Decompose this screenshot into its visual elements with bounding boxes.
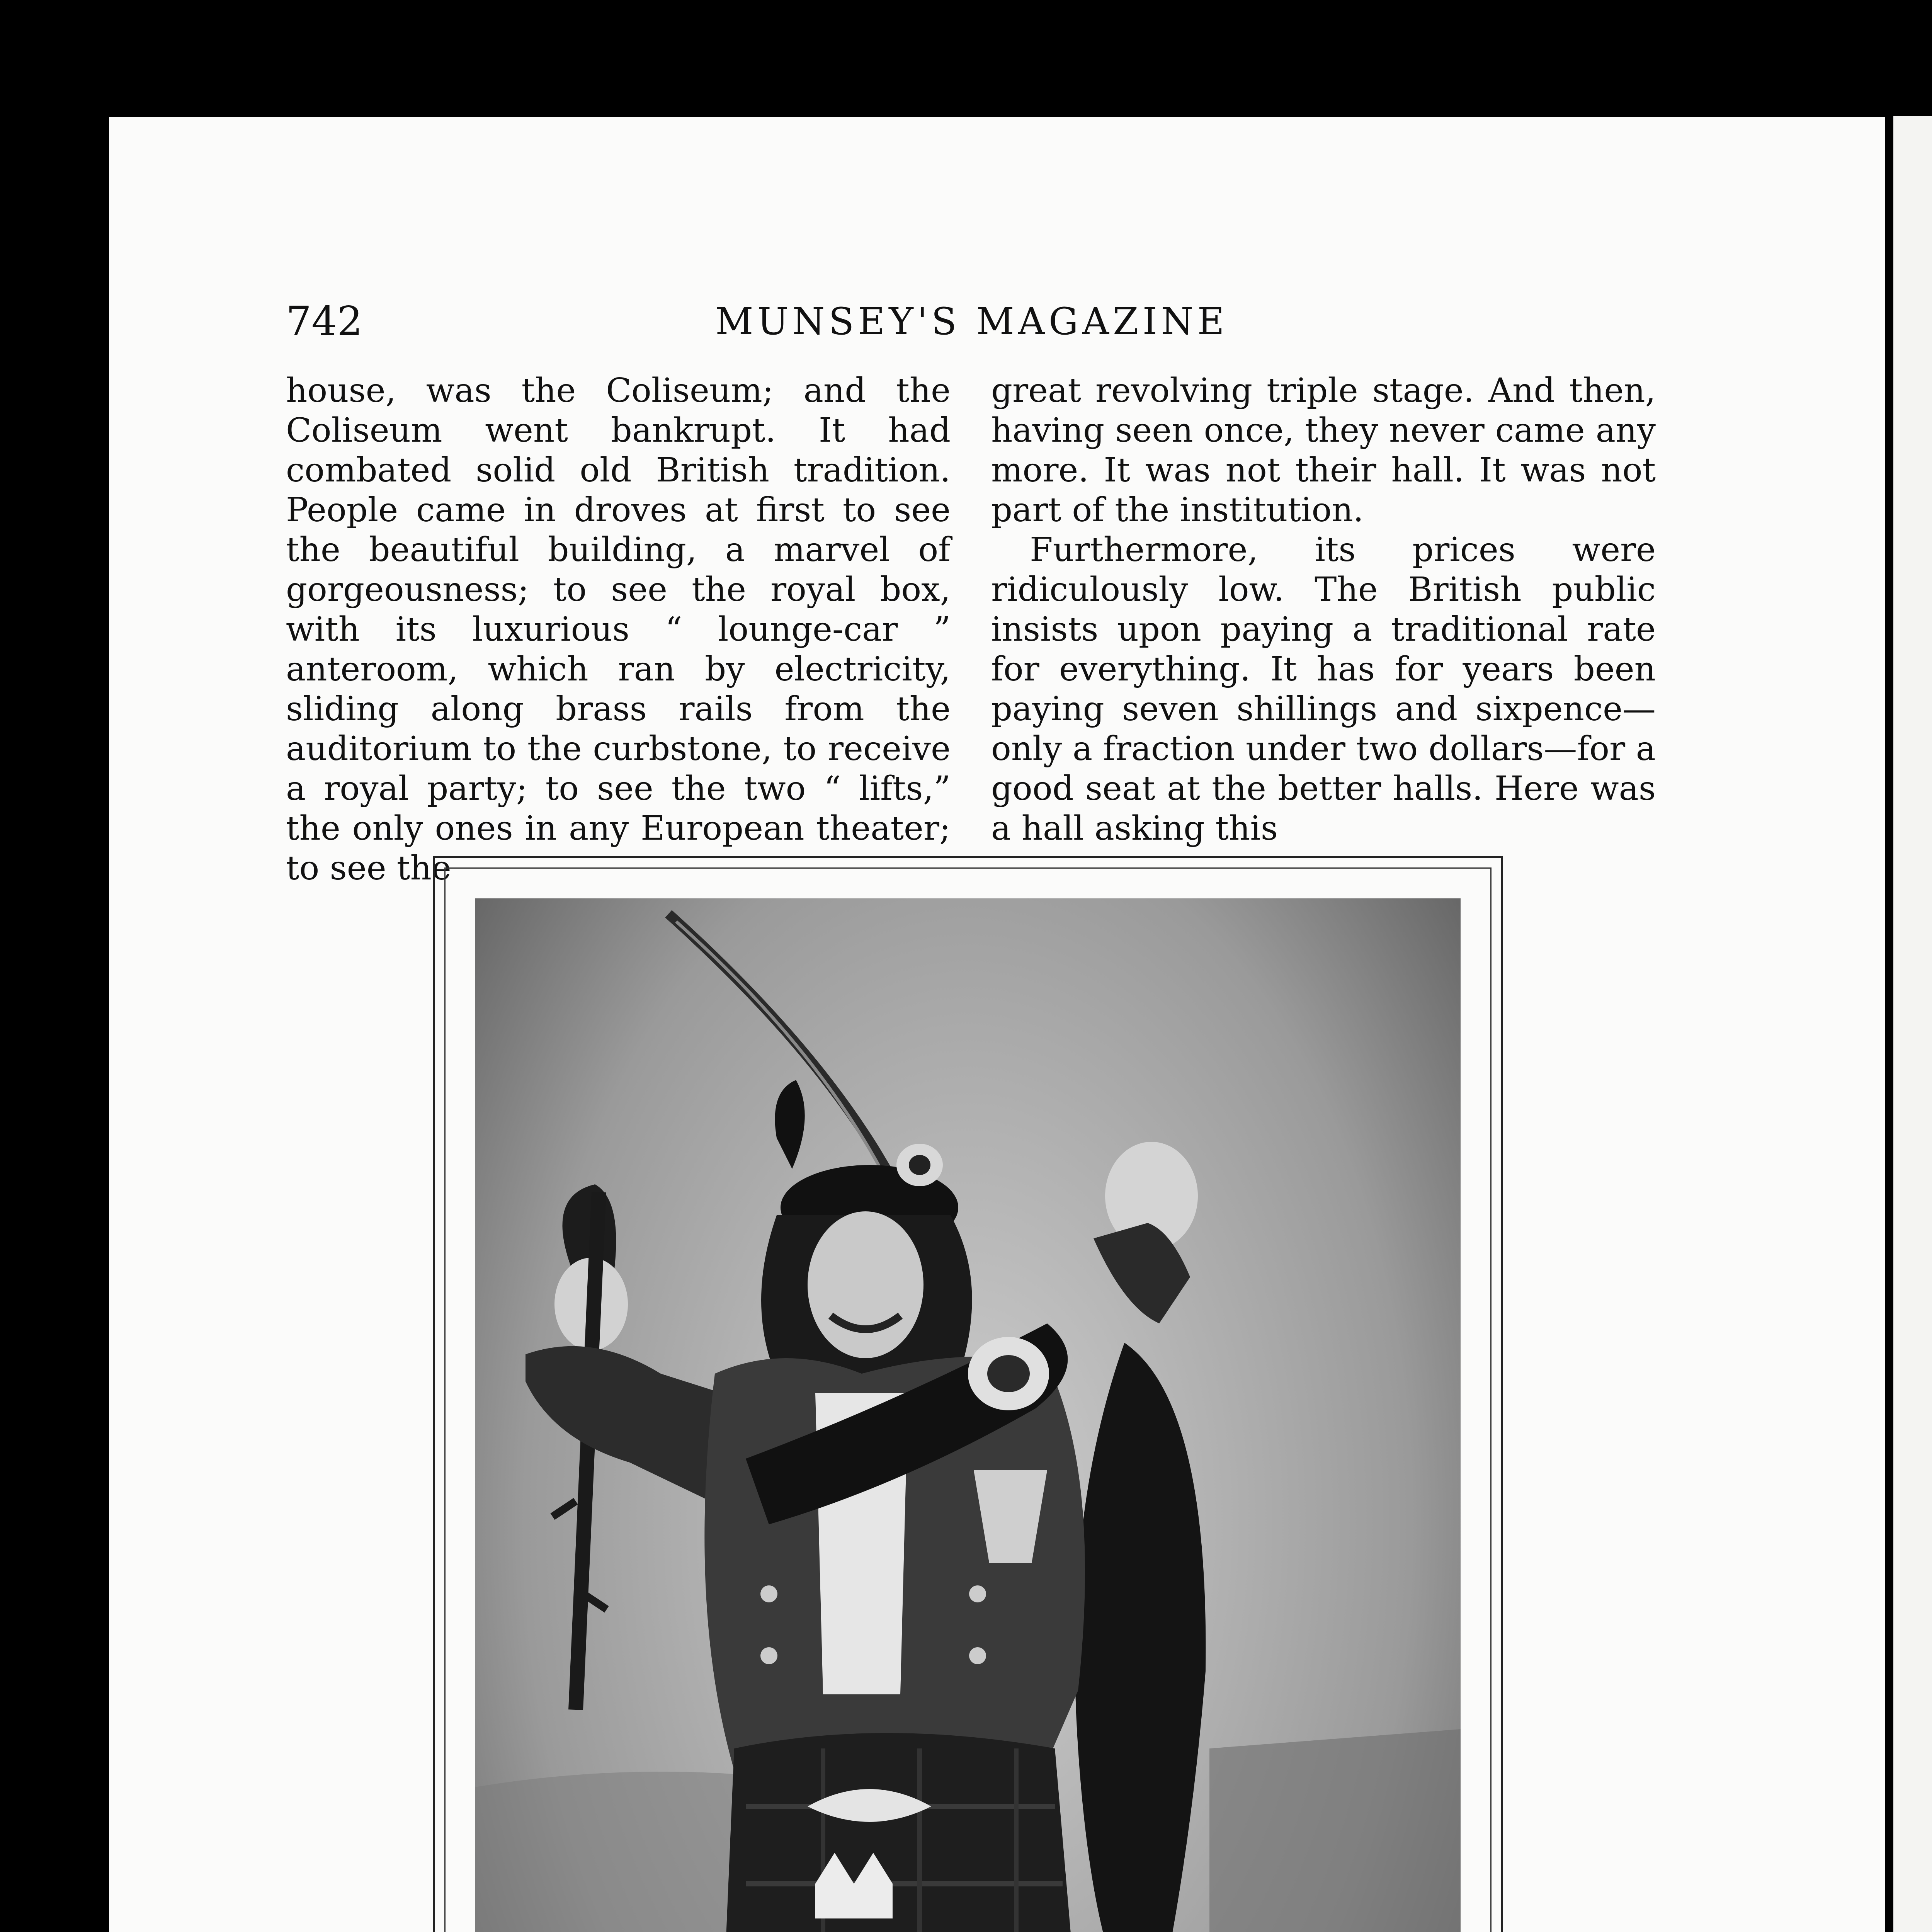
right-text-column — [991, 371, 1656, 849]
portrait-photograph — [475, 898, 1461, 1932]
running-title: MUNSEY'S MAGAZINE — [715, 300, 1228, 343]
paragraph: house, was the Coliseum; and the Coliseum went bankrupt. It had combated solid old British tradition. People came in droves at first to see the beautiful building, a marvel of gorgeousness; to see the royal box, with its luxurious “ lounge-car ” anteroom, which ran by electricity, sliding along brass rails from the auditorium to the curbstone, to receive a royal party; to see the two “ lifts,” the only ones in any European theater; to see the — [286, 371, 951, 888]
photo-illustration — [475, 898, 1461, 1932]
page-number: 742 — [286, 298, 363, 345]
paragraph: great revolving triple stage. And then, having seen once, they never came any more. It was not their hall. It was not part of the institution. — [991, 371, 1656, 529]
page-header — [286, 298, 1658, 348]
left-text-column — [286, 371, 951, 888]
paragraph: Furthermore, its prices were ridiculously low. The British public insists upon paying a traditional rate for everything. It has for years been paying seven shillings and sixpence—only a fraction under two dollars—for a good seat at the better halls. Here was a hall asking this — [991, 531, 1656, 848]
facing-page-edge — [1893, 116, 1932, 1932]
